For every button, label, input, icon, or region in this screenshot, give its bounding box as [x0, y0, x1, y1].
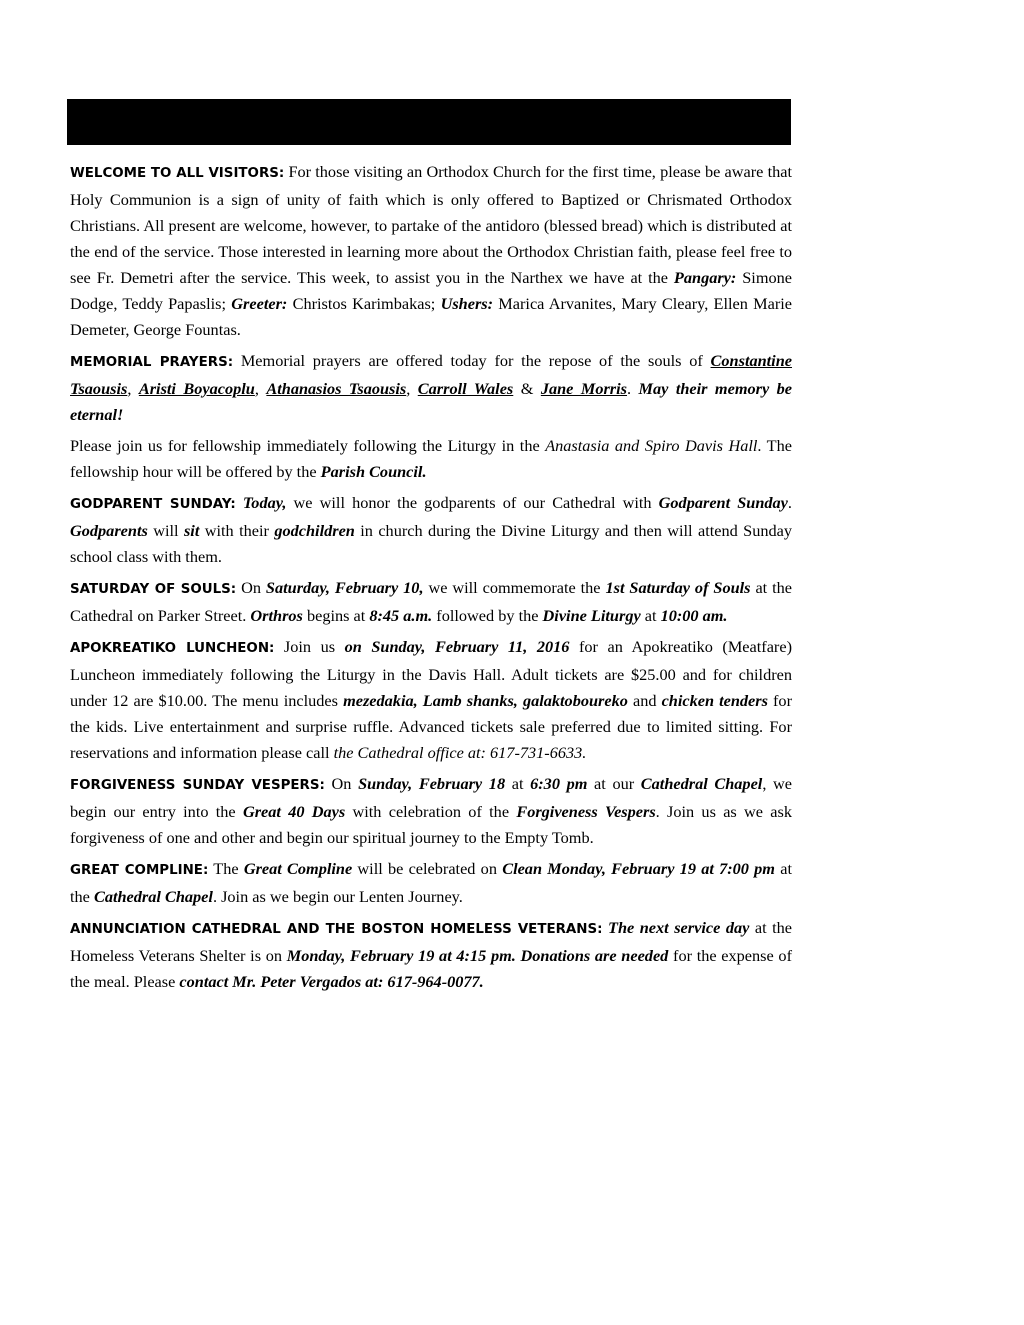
veterans-heading: ANNUNCIATION CATHEDRAL AND THE BOSTON HOMELESS VETERANS:	[70, 922, 603, 937]
memorial-name: Aristi Boyacoplu	[138, 379, 255, 398]
compline-title: Great Compline	[243, 859, 353, 878]
fellowship-text-1: Please join us for fellowship immediately following the Liturgy in the	[70, 436, 546, 455]
compline-section	[70, 856, 792, 910]
veterans-text-2: for the expense of the meal. Please	[70, 946, 792, 991]
forgiveness-date: Sunday, February 18	[358, 774, 506, 793]
forgiveness-time: 6:30 pm	[530, 774, 588, 793]
luncheon-menu-2: chicken tenders	[661, 691, 768, 710]
memorial-sep: &	[513, 379, 541, 398]
veterans-text-1: at the Homeless Veterans Shelter is on	[70, 918, 792, 965]
compline-chapel: Cathedral Chapel	[93, 887, 213, 906]
souls-text-3: at the Cathedral on Parker Street.	[70, 578, 793, 625]
memorial-name: Jane Morris	[540, 379, 628, 398]
welcome-heading: WELCOME TO ALL VISITORS:	[70, 166, 285, 181]
godparent-text-1: we will honor the godparents of our Cathedral with	[286, 493, 659, 512]
godparent-heading: GODPARENT SUNDAY:	[70, 497, 236, 512]
souls-text-1: On	[236, 578, 266, 597]
luncheon-menu-1: mezedakia, Lamb shanks, galaktoboureko	[343, 691, 628, 710]
pangary-label: Pangary:	[673, 268, 737, 287]
forgiveness-heading: FORGIVENESS SUNDAY VESPERS:	[70, 778, 325, 793]
souls-time-1: 8:45 a.m.	[369, 606, 433, 625]
memorial-heading: MEMORIAL PRAYERS:	[70, 355, 234, 370]
forgiveness-great40: Great 40 Days	[242, 802, 346, 821]
souls-date: Saturday, February 10,	[265, 578, 424, 597]
memorial-closing: May their memory be eternal!	[70, 379, 792, 424]
memorial-name: Athanasios Tsaousis	[266, 379, 407, 398]
forgiveness-chapel: Cathedral Chapel	[640, 774, 763, 793]
souls-time-2: 10:00 am.	[660, 606, 728, 625]
souls-heading: SATURDAY OF SOULS:	[70, 582, 237, 597]
welcome-text-1: For those visiting an Orthodox Church for the first time, please be aware that Holy Communion is a sign of unity of faith which is only offered to Baptized or Chrismated Orthodox Christians. All present are welcome, however, to partake of the antidoro (blessed bread) which is distributed at the end of the service. Those interested in learning more about the Orthodox Christian faith, please feel free to see Fr. Demetri after the service. This week, to assist you in the Narthex we have at the	[70, 162, 792, 287]
memorial-text-1: Memorial prayers are offered today for the repose of the souls of	[233, 351, 711, 370]
memorial-name: Carroll Wales	[417, 379, 514, 398]
luncheon-date: on Sunday, February 11, 2016	[344, 637, 570, 656]
godparent-text-0	[236, 493, 243, 512]
memorial-sep: ,	[406, 379, 418, 398]
godparent-text-3: will	[147, 521, 184, 540]
memorial-name: Constantine Tsaousis	[70, 351, 792, 398]
luncheon-heading: APOKREATIKO LUNCHEON:	[70, 641, 275, 656]
memorial-sep: ,	[254, 379, 267, 398]
souls-text-5: followed by the	[432, 606, 543, 625]
welcome-section	[70, 159, 792, 343]
luncheon-section	[70, 634, 792, 766]
forgiveness-text-1: On	[324, 774, 359, 793]
godparent-text-4: with their	[199, 521, 275, 540]
welcome-text-2: Simone Dodge, Teddy Papaslis;	[70, 268, 792, 313]
godparent-sunday: Godparent Sunday	[658, 493, 788, 512]
godparent-godchildren: godchildren	[274, 521, 355, 540]
memorial-sep: ,	[127, 379, 139, 398]
souls-liturgy: Divine Liturgy	[542, 606, 641, 625]
memorial-text-2: .	[627, 379, 639, 398]
forgiveness-text-3: at our	[587, 774, 641, 793]
greeter-label: Greeter:	[231, 294, 288, 313]
forgiveness-text-4: , we begin our entry into the	[70, 774, 793, 821]
godparent-today: Today,	[242, 493, 287, 512]
luncheon-text-3: and	[627, 691, 662, 710]
godparent-godparents: Godparents	[70, 521, 148, 540]
forgiveness-section	[70, 771, 792, 851]
ushers-label: Ushers:	[440, 294, 494, 313]
godparent-section	[70, 490, 792, 570]
souls-orthros: Orthros	[250, 606, 303, 625]
godparent-sit: sit	[183, 521, 200, 540]
compline-text-4: . Join as we begin our Lenten Journey.	[212, 887, 463, 906]
veterans-contact: contact Mr. Peter Vergados at: 617-964-0077.	[179, 972, 484, 991]
veterans-section	[70, 915, 792, 995]
welcome-text-4: Marica Arvanites, Mary Cleary, Ellen Marie Demeter, George Fountas.	[70, 294, 793, 339]
souls-text-6: at	[640, 606, 661, 625]
luncheon-text-1: Join us	[274, 637, 345, 656]
fellowship-hall: Anastasia and Spiro Davis Hall	[545, 436, 758, 455]
forgiveness-vespers: Forgiveness Vespers	[516, 802, 656, 821]
luncheon-office: the Cathedral office at: 617-731-6633.	[333, 743, 587, 762]
veterans-date: Monday, February 19 at 4:15 pm. Donations are needed	[286, 946, 669, 965]
compline-date: Clean Monday, February 19 at 7:00 pm	[502, 859, 775, 878]
souls-text-4: begins at	[302, 606, 370, 625]
compline-heading: GREAT COMPLINE:	[70, 863, 209, 878]
fellowship-section	[70, 433, 792, 485]
souls-text-2: we will commemorate the	[423, 578, 606, 597]
souls-first: 1st Saturday of Souls	[605, 578, 751, 597]
forgiveness-text-5: with celebration of the	[345, 802, 517, 821]
godparent-text-5: in church during the Divine Liturgy and then will attend Sunday school class with them.	[70, 521, 792, 566]
fellowship-council: Parish Council.	[320, 462, 427, 481]
compline-text-2: will be celebrated on	[352, 859, 503, 878]
luncheon-text-4: for the kids. Live entertainment and surprise ruffle. Advanced tickets sale preferred due to limited sitting. For reservations and information please call	[70, 691, 792, 762]
header-bar	[67, 99, 791, 145]
fellowship-text-2: . The fellowship hour will be offered by the	[70, 436, 792, 481]
forgiveness-text-6: . Join us as we ask forgiveness of one and other and begin our spiritual journey to the Empty Tomb.	[70, 802, 792, 847]
compline-text-1: The	[208, 859, 244, 878]
luncheon-text-2: for an Apokreatiko (Meatfare) Luncheon immediately following the Liturgy in the Davis Hall. Adult tickets are $25.00 and for children under 12 are $10.00. The menu includes	[70, 637, 793, 710]
veterans-next: The next service day	[608, 918, 750, 937]
bulletin-content	[70, 159, 792, 1000]
godparent-text-2: .	[787, 493, 792, 512]
compline-text-3: at the	[70, 859, 792, 906]
souls-section	[70, 575, 792, 629]
memorial-section	[70, 348, 792, 428]
welcome-text-3: Christos Karimbakas;	[287, 294, 441, 313]
forgiveness-text-2: at	[505, 774, 531, 793]
